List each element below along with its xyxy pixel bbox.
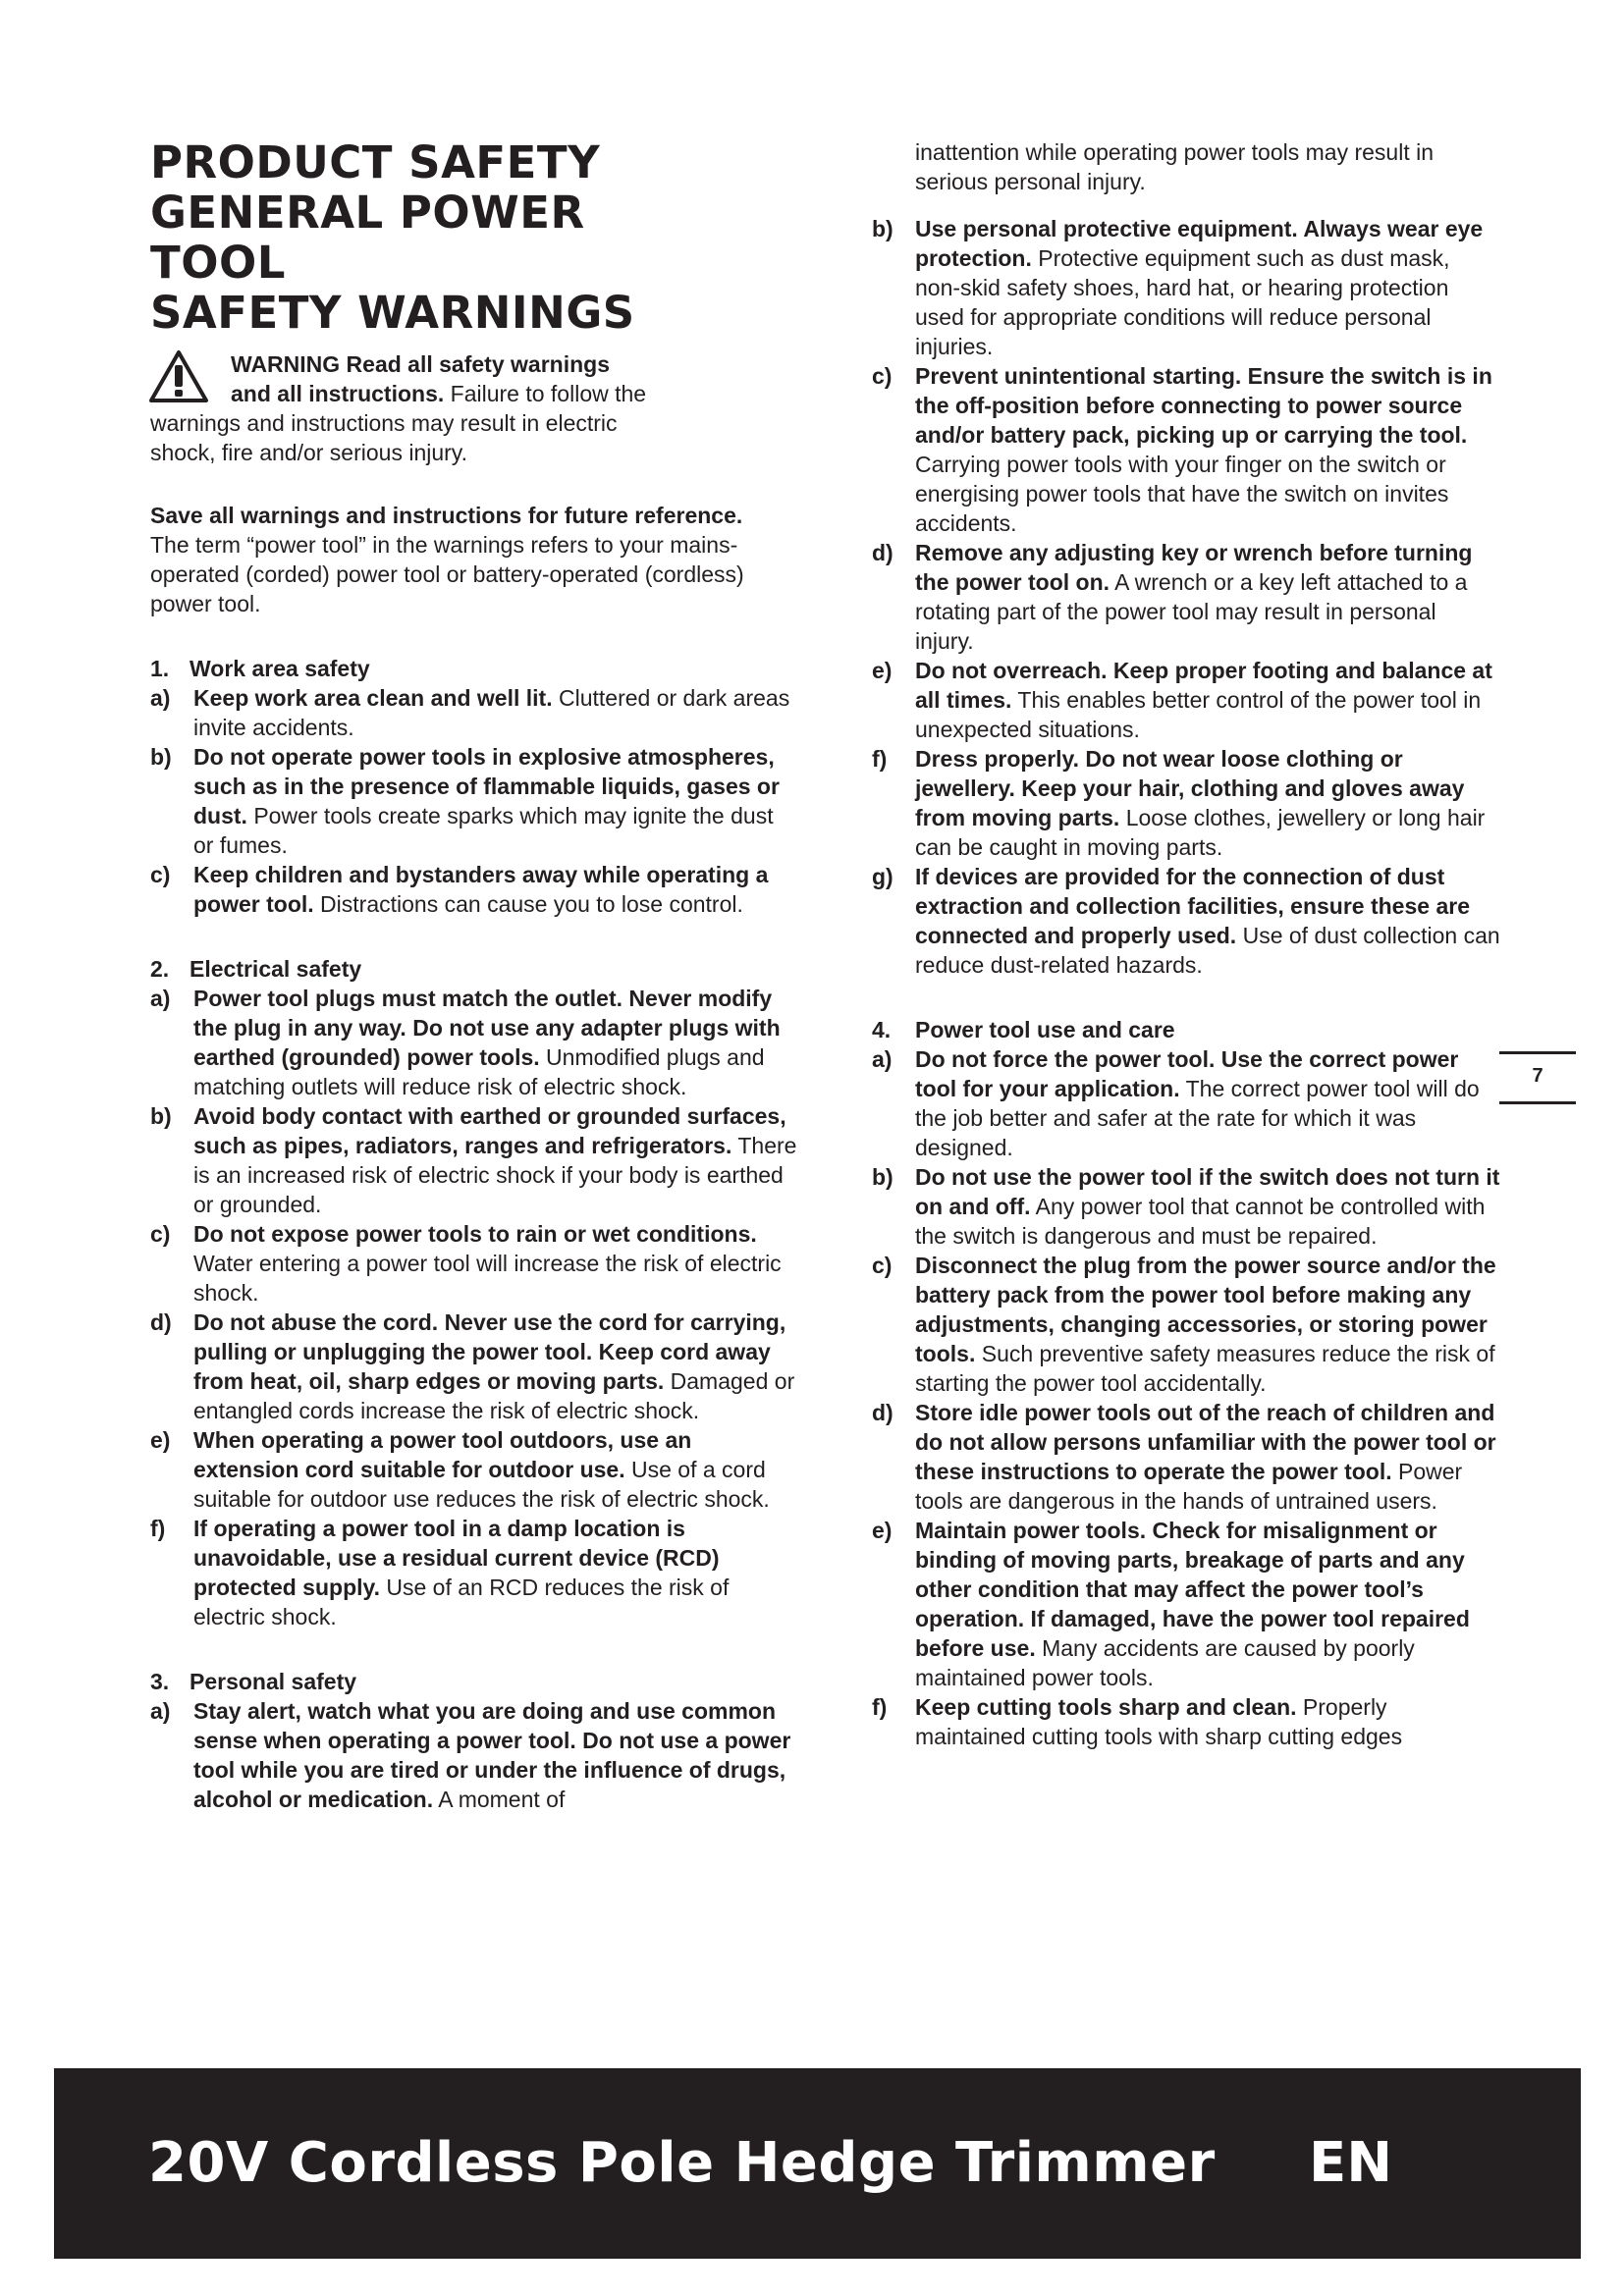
warning-triangle-icon: [148, 349, 209, 404]
item-label: f): [872, 1694, 888, 1720]
power-tool-definition: The term “power tool” in the warnings refers to your mains-operated (corded) power tool or battery-operated (cordless) power tool.: [150, 532, 744, 616]
section-heading: [872, 1015, 1500, 1044]
warning-rest-2: Failure to follow the: [444, 381, 647, 406]
item-text: Damaged or entangled cords increase the risk of electric shock.: [193, 1368, 795, 1423]
item-label: f): [872, 746, 888, 772]
item-text: A moment of: [433, 1787, 566, 1812]
item-label: d): [872, 1400, 893, 1425]
item-bold: Dress properly. Do not wear loose clothing or jewellery. Keep your hair, clothing and gloves away from moving parts.: [915, 746, 1465, 830]
item-bold: Remove any adjusting key or wrench before turning the power tool on.: [915, 540, 1473, 595]
item-text: A wrench or a key left attached to a rotating part of the power tool may result in personal injury.: [915, 569, 1468, 654]
item-bold: Do not expose power tools to rain or wet conditions.: [193, 1221, 757, 1247]
right-column: [872, 137, 1500, 1751]
section-number: 3.: [150, 1669, 170, 1694]
item-bold: Keep cutting tools sharp and clean.: [915, 1694, 1297, 1720]
item-text: Loose clothes, jewellery or long hair can be caught in moving parts.: [915, 805, 1486, 860]
item-text: Power tools are dangerous in the hands of untrained users.: [915, 1459, 1463, 1514]
personal-safety-continued: [872, 214, 1500, 980]
list-item: [150, 742, 798, 860]
section-personal-safety: [150, 1667, 798, 1814]
list-item: [150, 1425, 798, 1514]
item-text: Use of dust collection can reduce dust-related hazards.: [915, 923, 1500, 978]
item-label: g): [872, 864, 893, 889]
title-line-3: SAFETY WARNINGS: [150, 287, 635, 339]
item-bold: Use personal protective equipment. Always wear eye protection.: [915, 216, 1484, 271]
item-text: This enables better control of the power tool in unexpected situations.: [915, 687, 1482, 742]
warning-bold-2: and all instructions.: [231, 381, 445, 406]
list-item: [872, 361, 1500, 538]
section-title: Power tool use and care: [915, 1017, 1175, 1042]
item-bold: Power tool plugs must match the outlet. Never modify the plug in any way. Do not use any adapter plugs with earthed (grounded) power tools.: [193, 986, 781, 1070]
title-line-2: GENERAL POWER TOOL: [150, 187, 585, 289]
list-item: [872, 1516, 1500, 1692]
section-number: 1.: [150, 656, 170, 681]
list-item: [872, 1692, 1500, 1751]
item-label: b): [150, 744, 172, 770]
section-heading: [150, 954, 798, 984]
list-item: [150, 1219, 798, 1308]
item-label: c): [150, 862, 171, 887]
item-bold: Do not abuse the cord. Never use the cord for carrying, pulling or unplugging the power tool. Keep cord away from heat, oil, sharp edges or moving parts.: [193, 1309, 786, 1394]
list-item: [872, 744, 1500, 862]
item-bold: Store idle power tools out of the reach of children and do not allow persons unfamiliar with the power tool or these instructions to operate the power tool.: [915, 1400, 1496, 1484]
section-title: Work area safety: [189, 656, 370, 681]
item-label: d): [150, 1309, 172, 1335]
list-item: [872, 656, 1500, 744]
list-item: [150, 683, 798, 742]
list-item: [150, 860, 798, 919]
list-item: [872, 1162, 1500, 1251]
section-heading: [150, 654, 798, 683]
item-text: Water entering a power tool will increase the risk of electric shock.: [193, 1251, 782, 1306]
item-bold: Keep work area clean and well lit.: [193, 685, 553, 711]
footer-banner: [54, 2068, 1581, 2259]
item-label: d): [872, 540, 893, 565]
item-text: Use of a cord suitable for outdoor use reduces the risk of electric shock.: [193, 1457, 770, 1512]
item-label: f): [150, 1516, 166, 1541]
item-bold: Do not operate power tools in explosive atmospheres, such as in the presence of flammable liquids, gases or dust.: [193, 744, 780, 828]
item-text: The correct power tool will do the job better and safer at the rate for which it was designed.: [915, 1076, 1480, 1160]
section-title: Personal safety: [189, 1669, 357, 1694]
warning-block: [150, 349, 798, 467]
section-title: Electrical safety: [189, 956, 362, 982]
warning-line-2: [150, 379, 798, 408]
item-bold: When operating a power tool outdoors, use an extension cord suitable for outdoor use.: [193, 1427, 692, 1482]
item-text: Power tools create sparks which may ignite the dust or fumes.: [193, 803, 774, 858]
warning-line-4: shock, fire and/or serious injury.: [150, 440, 467, 465]
item-bold: Disconnect the plug from the power source and/or the battery pack from the power tool before making any adjustments, changing accessories, or storing power tools.: [915, 1253, 1496, 1366]
warning-line-3: warnings and instructions may result in electric: [150, 410, 618, 436]
item-text: Unmodified plugs and matching outlets will reduce risk of electric shock.: [193, 1044, 765, 1099]
language-code: EN: [1309, 2131, 1393, 2195]
page-marker-rule-bottom: [1499, 1101, 1576, 1104]
item-label: a): [872, 1046, 893, 1072]
section-heading: [150, 1667, 798, 1696]
page-number: 7: [1532, 1065, 1543, 1087]
item-bold: Stay alert, watch what you are doing and use common sense when operating a power tool. Do not use a power tool while you are tired or under the influence of drugs, alcohol or medication.: [193, 1698, 791, 1812]
item-bold: Do not overreach. Keep proper footing and balance at all times.: [915, 658, 1492, 713]
save-instructions: Save all warnings and instructions for future reference.: [150, 503, 743, 528]
item-bold: Do not use the power tool if the switch does not turn it on and off.: [915, 1164, 1500, 1219]
item-text: Protective equipment such as dust mask, non-skid safety shoes, hard hat, or hearing protection used for appropriate conditions will reduce personal injuries.: [915, 245, 1450, 359]
continuation-text: inattention while operating power tools may result in serious personal injury.: [915, 139, 1435, 194]
item-text: Distractions can cause you to lose control.: [313, 891, 743, 917]
page-marker-rule-top: [1499, 1051, 1576, 1054]
list-item: [872, 1251, 1500, 1398]
section-electrical-safety: [150, 954, 798, 1631]
item-label: b): [872, 1164, 893, 1190]
item-label: e): [150, 1427, 171, 1453]
item-label: c): [872, 1253, 893, 1278]
item-text: Any power tool that cannot be controlled with the switch is dangerous and must be repaired.: [915, 1194, 1486, 1249]
item-label: a): [150, 1698, 171, 1724]
item-bold: If devices are provided for the connection of dust extraction and collection facilities, ensure these are connected and properly used.: [915, 864, 1470, 948]
product-name: 20V Cordless Pole Hedge Trimmer: [148, 2131, 1216, 2195]
item-text: Cluttered or dark areas invite accidents.: [193, 685, 790, 740]
continued-text: [872, 137, 1500, 196]
list-item: [150, 1308, 798, 1425]
item-label: e): [872, 1518, 893, 1543]
list-item: [150, 1514, 798, 1631]
item-bold: Maintain power tools. Check for misalignment or binding of moving parts, breakage of parts and any other condition that may affect the power tool’s operation. If damaged, have the power tool repaired before use.: [915, 1518, 1470, 1661]
list-item: [150, 1696, 798, 1814]
list-item: [872, 1044, 1500, 1162]
page-title: [150, 137, 661, 338]
list-item: [872, 1398, 1500, 1516]
list-item: [150, 1101, 798, 1219]
section-power-tool-use-and-care: [872, 1015, 1500, 1751]
item-label: b): [150, 1103, 172, 1129]
list-item: [872, 538, 1500, 656]
warning-heading: WARNING Read all safety warnings: [231, 351, 610, 377]
page-marker: [1499, 1051, 1576, 1104]
item-label: b): [872, 216, 893, 241]
item-label: a): [150, 986, 171, 1011]
item-bold: Avoid body contact with earthed or grounded surfaces, such as pipes, radiators, ranges and refrigerators.: [193, 1103, 786, 1158]
item-bold: If operating a power tool in a damp location is unavoidable, use a residual current device (RCD) protected supply.: [193, 1516, 720, 1600]
item-text: Carrying power tools with your finger on the switch or energising power tools that have the switch on invites accidents.: [915, 452, 1449, 536]
item-label: e): [872, 658, 893, 683]
item-label: a): [150, 685, 171, 711]
title-line-1: PRODUCT SAFETY: [150, 136, 601, 188]
item-text: Properly maintained cutting tools with sharp cutting edges: [915, 1694, 1403, 1749]
item-text: Use of an RCD reduces the risk of electric shock.: [193, 1575, 730, 1629]
list-item: [150, 984, 798, 1101]
item-text: There is an increased risk of electric shock if your body is earthed or grounded.: [193, 1133, 797, 1217]
item-bold: Keep children and bystanders away while operating a power tool.: [193, 862, 769, 917]
item-text: Many accidents are caused by poorly maintained power tools.: [915, 1635, 1415, 1690]
list-item: [872, 862, 1500, 980]
list-item: [872, 214, 1500, 361]
item-text: Such preventive safety measures reduce the risk of starting the power tool accidentally.: [915, 1341, 1495, 1396]
item-bold: Prevent unintentional starting. Ensure the switch is in the off-position before connecting to power source and/or battery pack, picking up or carrying the tool.: [915, 363, 1492, 448]
item-label: c): [150, 1221, 171, 1247]
section-work-area-safety: [150, 654, 798, 919]
section-number: 2.: [150, 956, 170, 982]
item-bold: Do not force the power tool. Use the correct power tool for your application.: [915, 1046, 1459, 1101]
item-label: c): [872, 363, 893, 389]
section-number: 4.: [872, 1017, 892, 1042]
left-column: [150, 137, 798, 1814]
